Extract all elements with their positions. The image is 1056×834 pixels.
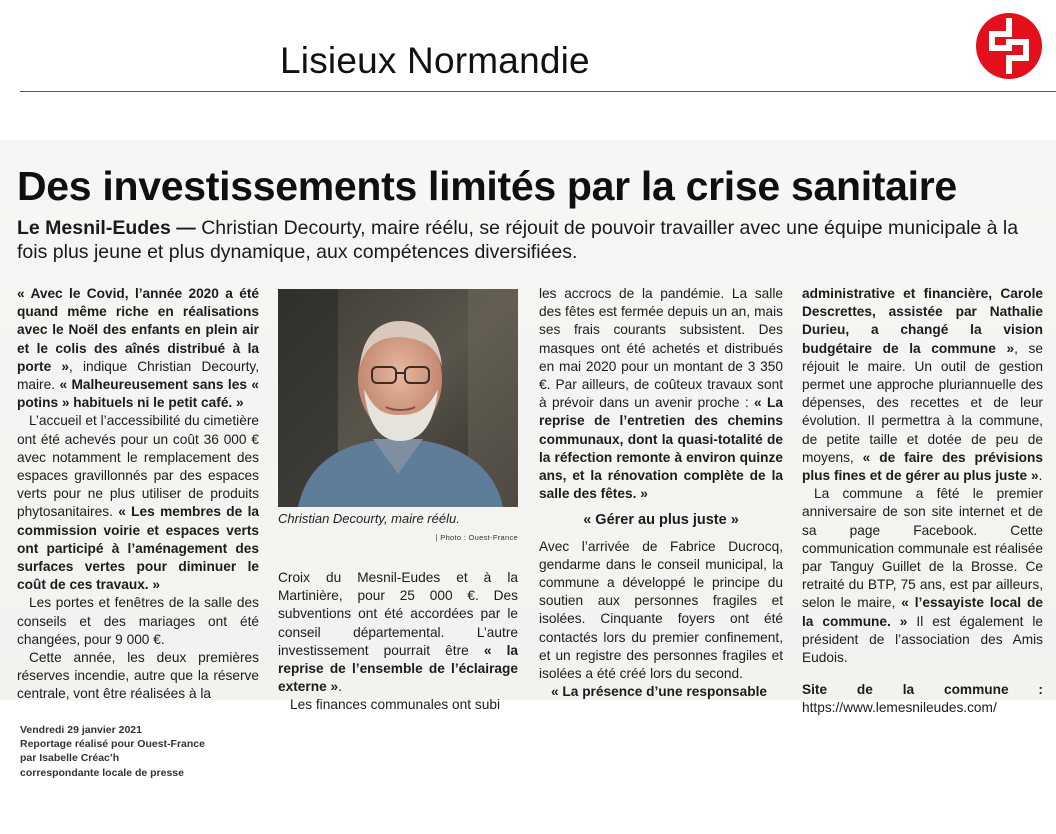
- article-footer: [20, 723, 205, 780]
- paragraph: [17, 285, 259, 412]
- text: L’accueil et l’accessibilité du cimetière ont été achevés pour un coût 36 000 € avec notamment le remplacement des espaces gravillonnés par des espaces verts pour ne plus utiliser de produits phytosanitaires.: [17, 413, 259, 520]
- paragraph: [802, 485, 1043, 667]
- masthead-divider: [20, 91, 1056, 92]
- ouest-france-logo-icon: [976, 13, 1042, 79]
- portrait-illustration: [278, 289, 518, 507]
- footer-line: Reportage réalisé pour Ouest-France: [20, 738, 205, 751]
- article-column-2: [278, 569, 518, 715]
- paragraph: [278, 569, 518, 696]
- quote: « l’essayiste local de la commune. »: [802, 595, 1043, 629]
- article-subheading: « Gérer au plus juste »: [583, 512, 739, 529]
- paragraph: Cette année, les deux premières réserves incendie, autre que la réserve centrale, vont être réalisées à la: [17, 650, 259, 702]
- mayor-photo: [278, 289, 518, 507]
- site-url[interactable]: https://www.lemesnileudes.com/: [802, 700, 997, 716]
- text: Croix du Mesnil-Eudes et à la Martinière, pour 25 000 €. Des subventions ont été accordées par le conseil départemental. L’autre investissement pourrait être: [278, 570, 518, 658]
- photo-caption: Christian Decourty, maire réélu.: [278, 511, 460, 526]
- paragraph: Les portes et fenêtres de la salle des conseils et des mariages ont été changées, pour 9 000 €.: [17, 595, 259, 647]
- masthead-title: Lisieux Normandie: [280, 40, 590, 81]
- article-standfirst: [17, 216, 1037, 264]
- quote: « la reprise de l’ensemble de l’éclairage externe »: [278, 642, 518, 695]
- text: Il est également le président de l’association des Amis Eudois.: [802, 613, 1044, 666]
- article-column-4: [802, 285, 1043, 718]
- text: les accrocs de la pandémie. La salle des fêtes est fermée depuis un an, mais ses frais courants subsistent. Des masques ont été achetés et distribués en mai 2020 pour un montant de 3 350 €. Par ailleurs, de coûteux travaux sont à prévoir dans un avenir proche :: [539, 286, 783, 411]
- paragraph: Les finances communales ont subi: [290, 697, 500, 713]
- article-column-1: [17, 285, 259, 704]
- standfirst-text: Christian Decourty, maire réélu, se réjouit de pouvoir travailler avec une équipe municipale à la fois plus jeune et plus dynamique, aux compétences diversifiées.: [17, 217, 1019, 263]
- text: La commune a fêté le premier anniversaire de son site internet et de sa page Facebook. Cette communication communale est réalisée par Tanguy Guillet de la Brosse. Ce retraité du BTP, 75 ans, est par ailleurs, selon le maire,: [802, 486, 1043, 611]
- quote: « Les membres de la commission voirie et espaces verts ont participé à l’aménagement des surfaces vertes pour diminuer le coût de ces travaux. »: [17, 504, 259, 593]
- quote: « Malheureusement sans les « potins » habituels ni le petit café. »: [17, 377, 259, 411]
- article-column-3: [539, 285, 783, 701]
- footer-date: Vendredi 29 janvier 2021: [20, 724, 142, 736]
- text: .: [1038, 468, 1043, 484]
- paragraph: Avec l’arrivée de Fabrice Ducrocq, gendarme dans le conseil municipal, la commune a développé le principe du soutien aux personnes fragiles et isolées. Cinquante foyers ont été contactés lors du premier confinement, et un registre des personnes fragiles et isolées a été créé lors du second.: [539, 538, 783, 682]
- text: , indique Christian Decourty, maire.: [17, 358, 259, 393]
- article-headline: Des investissements limités par la crise sanitaire: [17, 163, 957, 209]
- quote: « La reprise de l’entretien des chemins communaux, dont la quasi-totalité de la réfection remonte à environ quinze ans, et la rénovation complète de la salle des fêtes. »: [539, 395, 783, 502]
- site-label: Site de la commune :: [802, 682, 1043, 698]
- quote: administrative et financière, Carole Descrettes, assistée par Nathalie Durieu, a changé la vision budgétaire de la commune »: [802, 286, 1043, 356]
- paragraph: [802, 285, 1043, 485]
- footer-line: correspondante locale de presse: [20, 766, 184, 779]
- paragraph: [802, 681, 1043, 717]
- standfirst-place: Le Mesnil-Eudes —: [17, 217, 196, 239]
- paragraph: [539, 285, 783, 503]
- quote: « Avec le Covid, l’année 2020 a été quand même riche en réalisations avec le Noël des enfants en plein air et le colis des aînés distribué à la porte »: [17, 286, 259, 374]
- quote: « La présence d’une responsable: [551, 684, 768, 700]
- quote: « de faire des prévisions plus fines et de gérer au plus juste »: [802, 449, 1043, 484]
- paragraph: [17, 412, 259, 594]
- text: , se réjouit le maire. Un outil de gestion permet une approche pluriannuelle des dépenses, des recettes et de leur évolution. Il permettra à la commune, de petite taille et dotée de peu de moyens,: [802, 340, 1044, 465]
- paragraph: [539, 683, 783, 701]
- footer-line: par Isabelle Créac’h: [20, 752, 120, 765]
- text: .: [338, 679, 342, 695]
- photo-credit: | Photo : Ouest-France: [435, 533, 518, 542]
